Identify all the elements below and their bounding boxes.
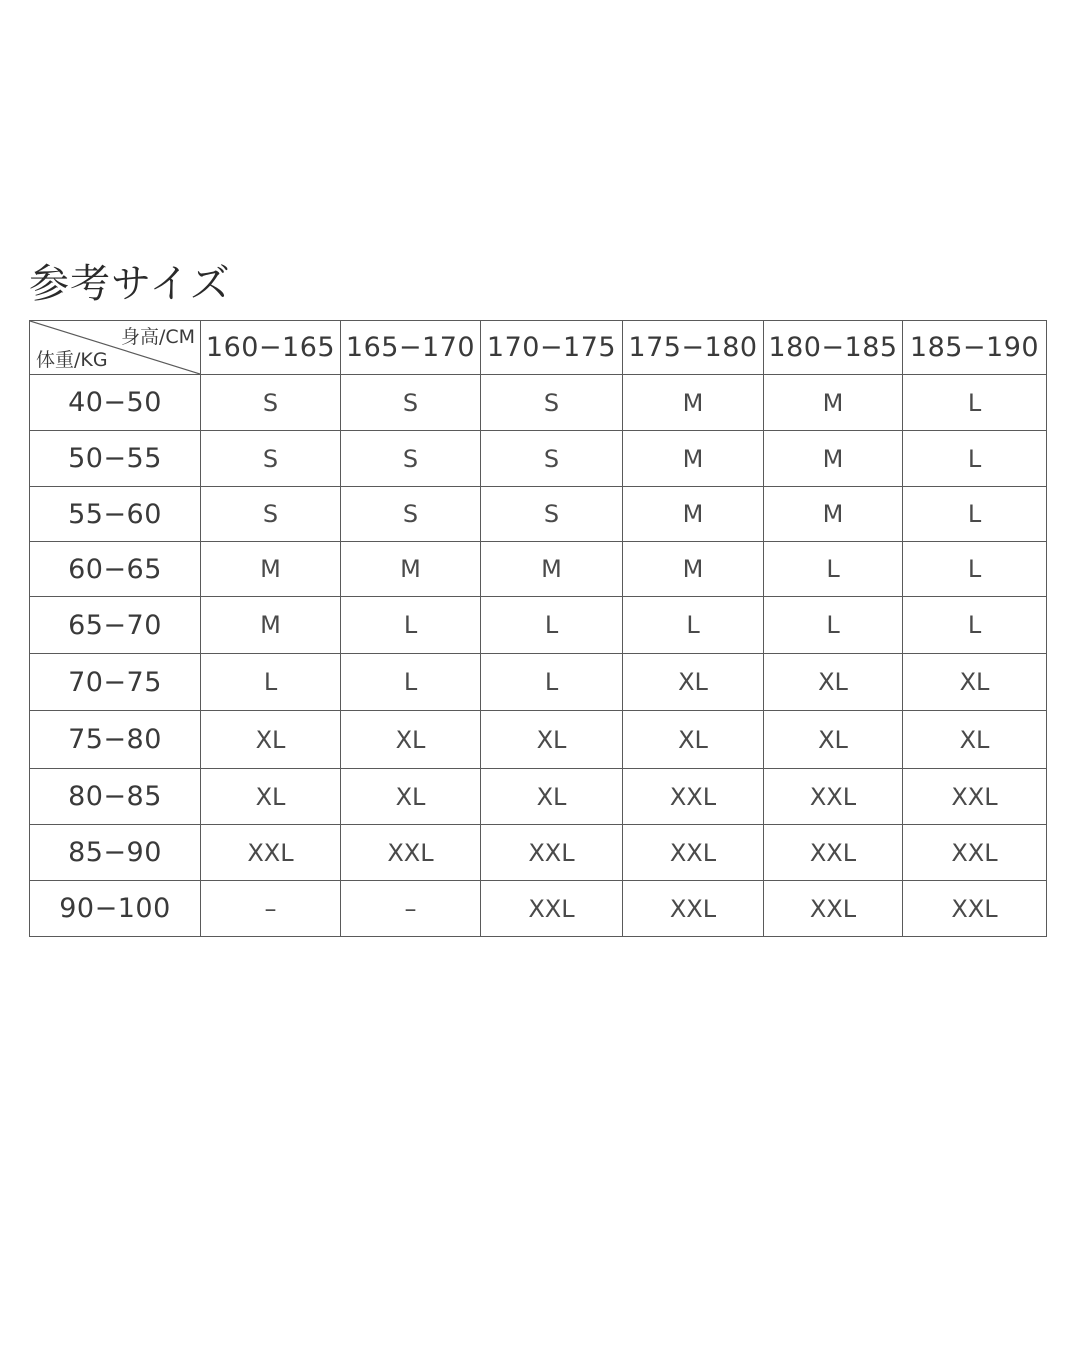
size-cell: S — [481, 431, 623, 487]
table-row — [30, 654, 1047, 711]
size-cell: M — [201, 542, 341, 597]
size-cell: XXL — [341, 825, 481, 881]
size-chart-table — [29, 320, 1047, 937]
size-cell: XL — [764, 711, 903, 769]
size-cell: L — [764, 542, 903, 597]
size-cell: XL — [623, 654, 764, 711]
size-cell: S — [201, 431, 341, 487]
height-column-header: 185−190 — [903, 321, 1047, 375]
height-column-header: 175−180 — [623, 321, 764, 375]
size-cell: XXL — [201, 825, 341, 881]
table-row — [30, 711, 1047, 769]
size-cell: L — [764, 597, 903, 654]
size-cell: S — [341, 431, 481, 487]
size-cell: XL — [903, 654, 1047, 711]
size-chart-body — [30, 375, 1047, 937]
size-cell: – — [201, 881, 341, 937]
size-cell: XXL — [623, 881, 764, 937]
size-cell: M — [764, 375, 903, 431]
size-cell: XL — [201, 769, 341, 825]
size-cell: L — [341, 654, 481, 711]
size-cell: XXL — [903, 825, 1047, 881]
table-row — [30, 542, 1047, 597]
weight-row-header: 60−65 — [30, 542, 201, 597]
size-cell: S — [201, 375, 341, 431]
size-cell: M — [764, 487, 903, 542]
size-cell: L — [903, 375, 1047, 431]
weight-row-header: 40−50 — [30, 375, 201, 431]
size-cell: XXL — [903, 881, 1047, 937]
weight-axis-label: 体重/KG — [36, 349, 108, 371]
corner-header-cell — [30, 321, 201, 375]
size-cell: L — [201, 654, 341, 711]
size-cell: XXL — [764, 825, 903, 881]
size-cell: M — [201, 597, 341, 654]
size-cell: XL — [341, 711, 481, 769]
weight-row-header: 75−80 — [30, 711, 201, 769]
size-cell: L — [903, 597, 1047, 654]
size-cell: – — [341, 881, 481, 937]
weight-row-header: 70−75 — [30, 654, 201, 711]
size-cell: L — [481, 597, 623, 654]
size-cell: S — [201, 487, 341, 542]
height-column-header: 165−170 — [341, 321, 481, 375]
size-cell: L — [623, 597, 764, 654]
size-cell: XXL — [481, 881, 623, 937]
size-cell: L — [903, 487, 1047, 542]
size-cell: M — [764, 431, 903, 487]
size-cell: M — [623, 542, 764, 597]
size-cell: L — [481, 654, 623, 711]
size-cell: M — [481, 542, 623, 597]
size-cell: M — [341, 542, 481, 597]
size-cell: S — [481, 375, 623, 431]
size-cell: XL — [481, 769, 623, 825]
height-column-header: 180−185 — [764, 321, 903, 375]
weight-row-header: 90−100 — [30, 881, 201, 937]
table-row — [30, 881, 1047, 937]
table-row — [30, 825, 1047, 881]
page-title: 参考サイズ — [29, 261, 231, 307]
size-cell: XL — [623, 711, 764, 769]
size-cell: XXL — [764, 881, 903, 937]
size-cell: M — [623, 487, 764, 542]
weight-row-header: 50−55 — [30, 431, 201, 487]
size-cell: S — [341, 487, 481, 542]
weight-row-header: 85−90 — [30, 825, 201, 881]
table-row — [30, 375, 1047, 431]
weight-row-header: 65−70 — [30, 597, 201, 654]
weight-row-header: 55−60 — [30, 487, 201, 542]
size-cell: XXL — [481, 825, 623, 881]
table-row — [30, 769, 1047, 825]
weight-row-header: 80−85 — [30, 769, 201, 825]
size-cell: XXL — [903, 769, 1047, 825]
size-cell: XXL — [623, 769, 764, 825]
table-row — [30, 431, 1047, 487]
size-cell: XL — [481, 711, 623, 769]
size-cell: S — [341, 375, 481, 431]
size-cell: L — [341, 597, 481, 654]
size-cell: S — [481, 487, 623, 542]
size-cell: XL — [341, 769, 481, 825]
size-cell: M — [623, 375, 764, 431]
height-column-header: 160−165 — [201, 321, 341, 375]
table-row — [30, 597, 1047, 654]
size-cell: XXL — [764, 769, 903, 825]
height-axis-label: 身高/CM — [120, 326, 195, 348]
table-row — [30, 487, 1047, 542]
header-row — [30, 321, 1047, 375]
size-cell: XL — [764, 654, 903, 711]
height-column-header: 170−175 — [481, 321, 623, 375]
size-cell: XL — [201, 711, 341, 769]
size-cell: L — [903, 431, 1047, 487]
size-cell: XXL — [623, 825, 764, 881]
size-cell: L — [903, 542, 1047, 597]
size-cell: XL — [903, 711, 1047, 769]
size-cell: M — [623, 431, 764, 487]
